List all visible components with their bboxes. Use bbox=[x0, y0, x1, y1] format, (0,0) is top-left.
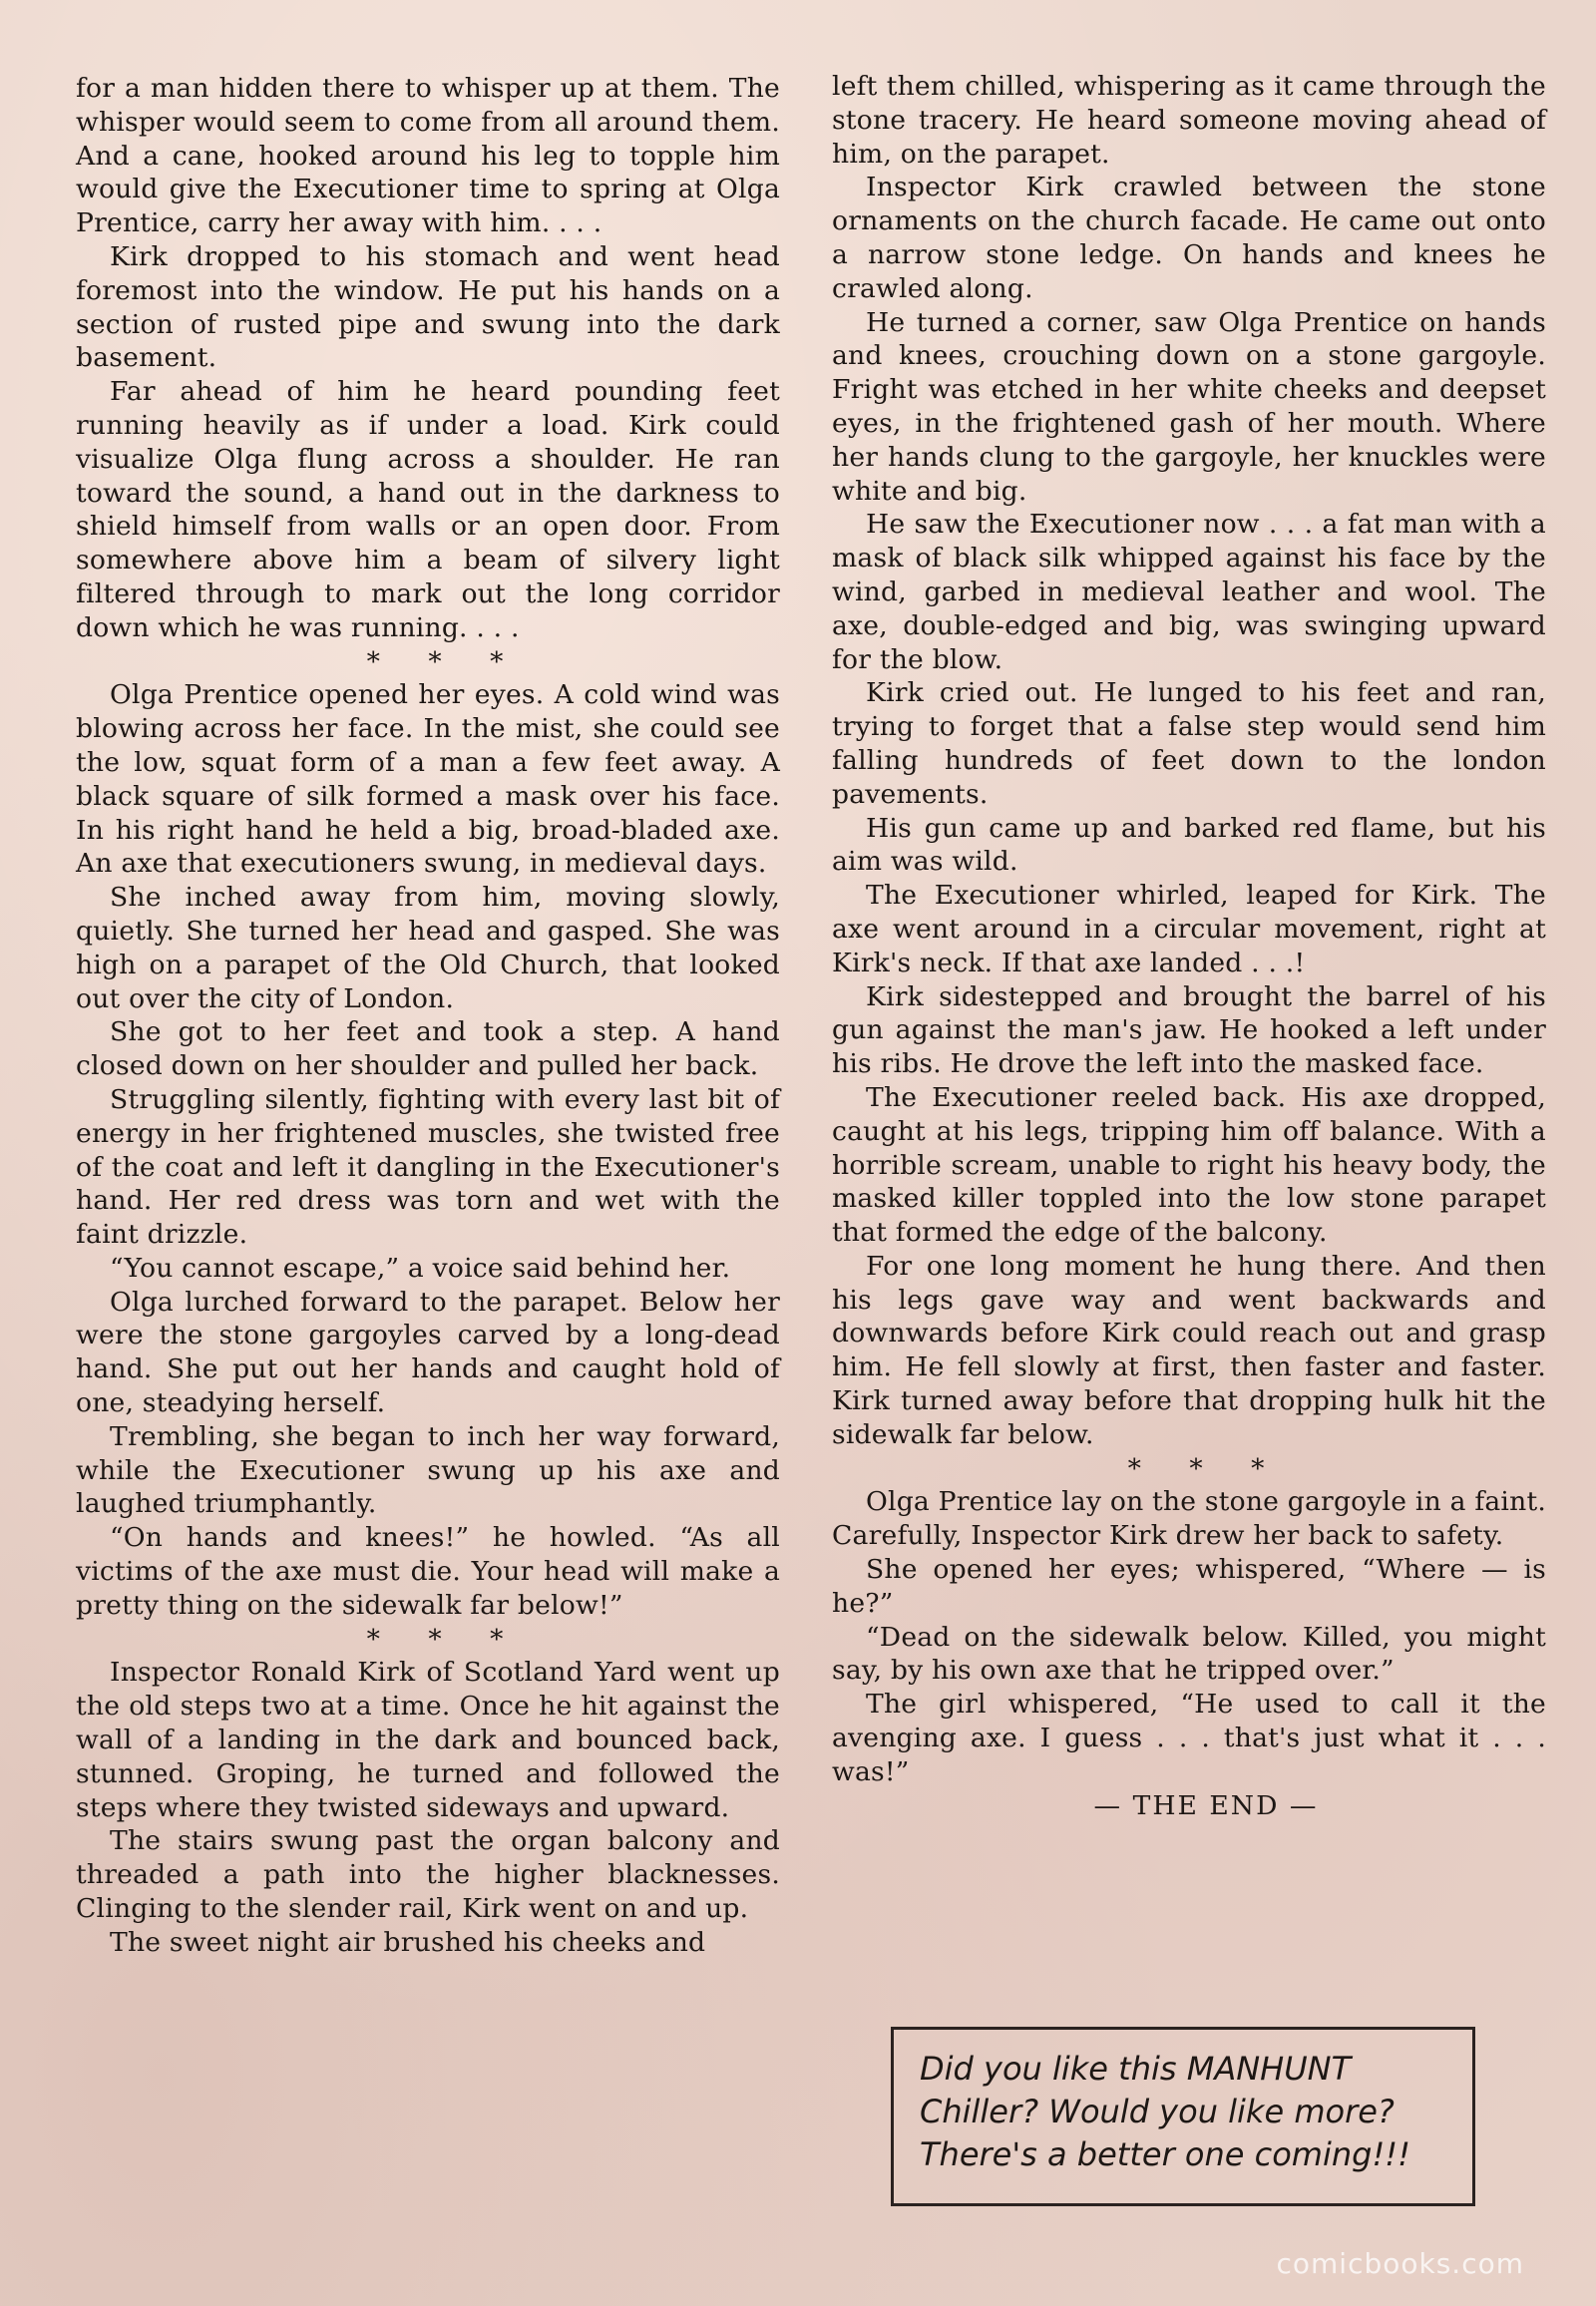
paragraph: Inspector Ronald Kirk of Scotland Yard went up the old steps two at a time. Once he hit against the wall of a landing in the dark and bounced back, stunned. Groping, he turned and followed the steps where they twisted sideways and upward. bbox=[76, 1657, 780, 1823]
the-end-label: — THE END — bbox=[1093, 1789, 1319, 1821]
paragraph: Olga Prentice lay on the stone gargoyle in a faint. Carefully, Inspector Kirk drew her back to safety. bbox=[832, 1486, 1546, 1552]
paragraph: “On hands and knees!” he howled. “As all victims of the axe must die. Your head will make a pretty thing on the sidewalk far below!” bbox=[76, 1522, 780, 1621]
paragraph: “Dead on the sidewalk below. Killed, you might say, by his own axe that he tripped over.” bbox=[832, 1621, 1546, 1687]
scene-separator: * * * bbox=[366, 645, 524, 677]
paragraph: Kirk cried out. He lunged to his feet and ran, trying to forget that a false step would send him falling hundreds of feet down to the london pavements. bbox=[832, 677, 1546, 810]
paragraph: Kirk sidestepped and brought the barrel of his gun against the man's jaw. He hooked a left under his ribs. He drove the left into the masked face. bbox=[832, 980, 1546, 1080]
paragraph: The girl whispered, “He used to call it the avenging axe. I guess . . . that's just what it . . . was!” bbox=[832, 1689, 1546, 1787]
right-text-column bbox=[832, 70, 1546, 1822]
promo-line: There's a better one coming!!! bbox=[920, 2135, 1410, 2173]
paragraph: Olga Prentice opened her eyes. A cold wind was blowing across her face. In the mist, she could see the low, squat form of a man a few feet away. A black square of silk formed a mask over his face. In his right hand he held a big, broad-bladed axe. An axe that executioners swung, in medieval days. bbox=[76, 679, 780, 880]
paragraph: left them chilled, whispering as it came through the stone tracery. He heard someone moving ahead of him, on the parapet. bbox=[832, 71, 1546, 170]
paragraph: For one long moment he hung there. And then his legs gave way and went backwards and downwards before Kirk could reach out and grasp him. He fell slowly at first, then faster and faster. Kirk turned away before that dropping hulk hit the sidewalk far below. bbox=[832, 1250, 1546, 1450]
paragraph: She got to her feet and took a step. A hand closed down on her shoulder and pulled her back. bbox=[76, 1016, 780, 1082]
paragraph: She inched away from him, moving slowly, quietly. She turned her head and gasped. She was high on a parapet of the Old Church, that looked out over the city of London. bbox=[76, 882, 780, 1014]
paragraph: The stairs swung past the organ balcony and threaded a path into the higher blacknesses. Clinging to the slender rail, Kirk went on and up. bbox=[76, 1825, 780, 1925]
paragraph: The Executioner reeled back. His axe dropped, caught at his legs, tripping him off balance. With a horrible scream, unable to right his heavy body, the masked killer toppled into the low stone parapet that formed the edge of the balcony. bbox=[832, 1081, 1546, 1249]
promo-line: Chiller? Would you like more? bbox=[920, 2093, 1395, 2130]
paragraph: Far ahead of him he heard pounding feet running heavily as if under a load. Kirk could visualize Olga flung across a shoulder. He ran toward the sound, a hand out in the darkness to shield himself from walls or an open door. From somewhere above him a beam of silvery light filtered through to mark out the long corridor down which he was running. . . . bbox=[76, 376, 780, 643]
paragraph: for a man hidden there to whisper up at them. The whisper would seem to come from all around them. And a cane, hooked around his leg to topple him would give the Executioner time to spring at Olga Prentice, carry her away with him. . . . bbox=[76, 73, 780, 239]
paragraph: “You cannot escape,” a voice said behind her. bbox=[110, 1252, 731, 1284]
paragraph: His gun came up and barked red flame, but his aim was wild. bbox=[832, 812, 1546, 878]
watermark: comicbooks.com bbox=[1276, 2247, 1524, 2280]
paragraph: Kirk dropped to his stomach and went head foremost into the window. He put his hands on a section of rusted pipe and swung into the dark basement. bbox=[76, 240, 780, 374]
scene-separator: * * * bbox=[366, 1623, 524, 1655]
paragraph: She opened her eyes; whispered, “Where — is he?” bbox=[832, 1554, 1546, 1619]
paragraph: The sweet night air brushed his cheeks and bbox=[110, 1926, 706, 1958]
paragraph: He turned a corner, saw Olga Prentice on hands and knees, crouching down on a stone gargoyle. Fright was etched in her white cheeks and deepset eyes, in the frightened gash of her mouth. Where her hands clung to the gargoyle, her knuckles were white and big. bbox=[832, 306, 1546, 507]
paragraph: Struggling silently, fighting with every last bit of energy in her frightened muscles, she twisted free of the coat and left it dangling in the Executioner's hand. Her red dress was torn and wet with the faint drizzle. bbox=[76, 1083, 780, 1251]
promo-box bbox=[891, 2027, 1475, 2206]
paragraph: He saw the Executioner now . . . a fat man with a mask of black silk whipped against his face by the wind, garbed in medieval leather and wool. The axe, double-edged and big, was swinging upward for the blow. bbox=[832, 509, 1546, 675]
paragraph: Trembling, she began to inch her way forward, while the Executioner swung up his axe and laughed triumphantly. bbox=[76, 1420, 780, 1520]
left-text-column bbox=[76, 72, 780, 1960]
paragraph: The Executioner whirled, leaped for Kirk. The axe went around in a circular movement, right at Kirk's neck. If that axe landed . . .! bbox=[832, 880, 1546, 978]
promo-line: Did you like this MANHUNT bbox=[920, 2050, 1352, 2088]
scene-separator: * * * bbox=[1127, 1452, 1285, 1484]
paragraph: Olga lurched forward to the parapet. Below her were the stone gargoyles carved by a long-dead hand. She put out her hands and caught hold of one, steadying herself. bbox=[76, 1286, 780, 1419]
paragraph: Inspector Kirk crawled between the stone ornaments on the church facade. He came out onto a narrow stone ledge. On hands and knees he crawled along. bbox=[832, 172, 1546, 304]
